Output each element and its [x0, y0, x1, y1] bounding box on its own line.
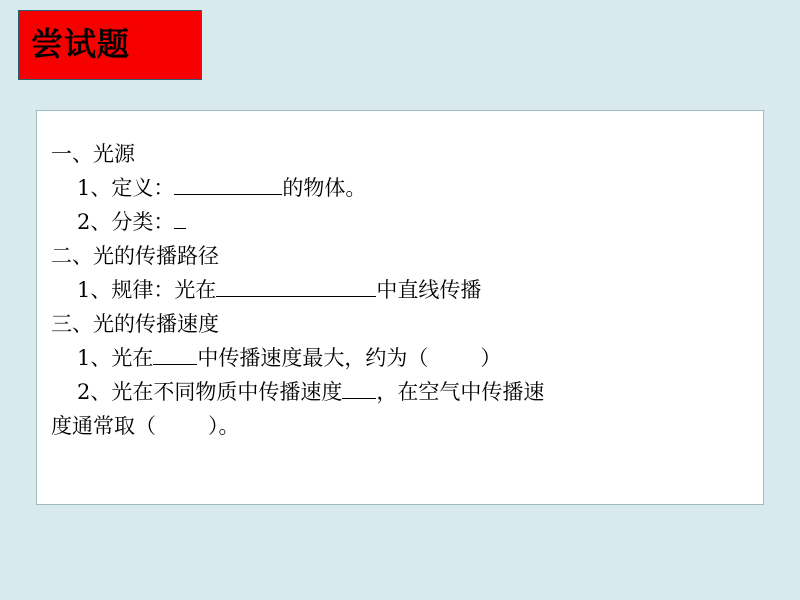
item-speed-varies-mid: ，在空气中传播速 — [376, 380, 545, 405]
heading-propagation-path: 二、光的传播路径 — [51, 244, 219, 269]
blank-rule — [216, 296, 376, 297]
heading-light-source: 一、光源 — [51, 142, 135, 166]
question-list — [51, 137, 749, 443]
blank-max-speed-medium — [153, 364, 197, 365]
blank-classification — [174, 228, 186, 229]
item-definition — [51, 171, 749, 205]
item-rule-pre: 1、规律：光在 — [77, 278, 217, 303]
item-speed-air-value — [51, 409, 749, 443]
item-rule — [51, 273, 749, 307]
heading-propagation-speed: 三、光的传播速度 — [51, 312, 219, 337]
item-definition-post: 的物体。 — [282, 176, 367, 201]
item-max-speed-pre: 1、光在 — [77, 346, 154, 371]
item-speed-air-tail: ）。 — [208, 414, 240, 439]
item-classification — [51, 205, 749, 239]
item-speed-varies-pre: 2、光在不同物质中传播速度 — [77, 380, 343, 405]
item-definition-pre: 1、定义： — [77, 176, 175, 201]
blank-speed-varies — [342, 398, 376, 399]
item-max-speed-post: ） — [480, 346, 502, 371]
item-max-speed-mid: 中传播速度最大，约为（ — [197, 346, 429, 371]
item-max-speed — [51, 341, 749, 375]
item-speed-varies — [51, 375, 749, 409]
content-panel — [36, 110, 764, 505]
blank-definition — [174, 194, 282, 195]
item-classification-pre: 2、分类： — [77, 210, 175, 235]
item-speed-air-pre: 度通常取（ — [51, 414, 156, 439]
item-rule-post: 中直线传播 — [376, 278, 482, 303]
title-banner — [18, 10, 202, 80]
page-title: 尝试题 — [31, 25, 131, 64]
